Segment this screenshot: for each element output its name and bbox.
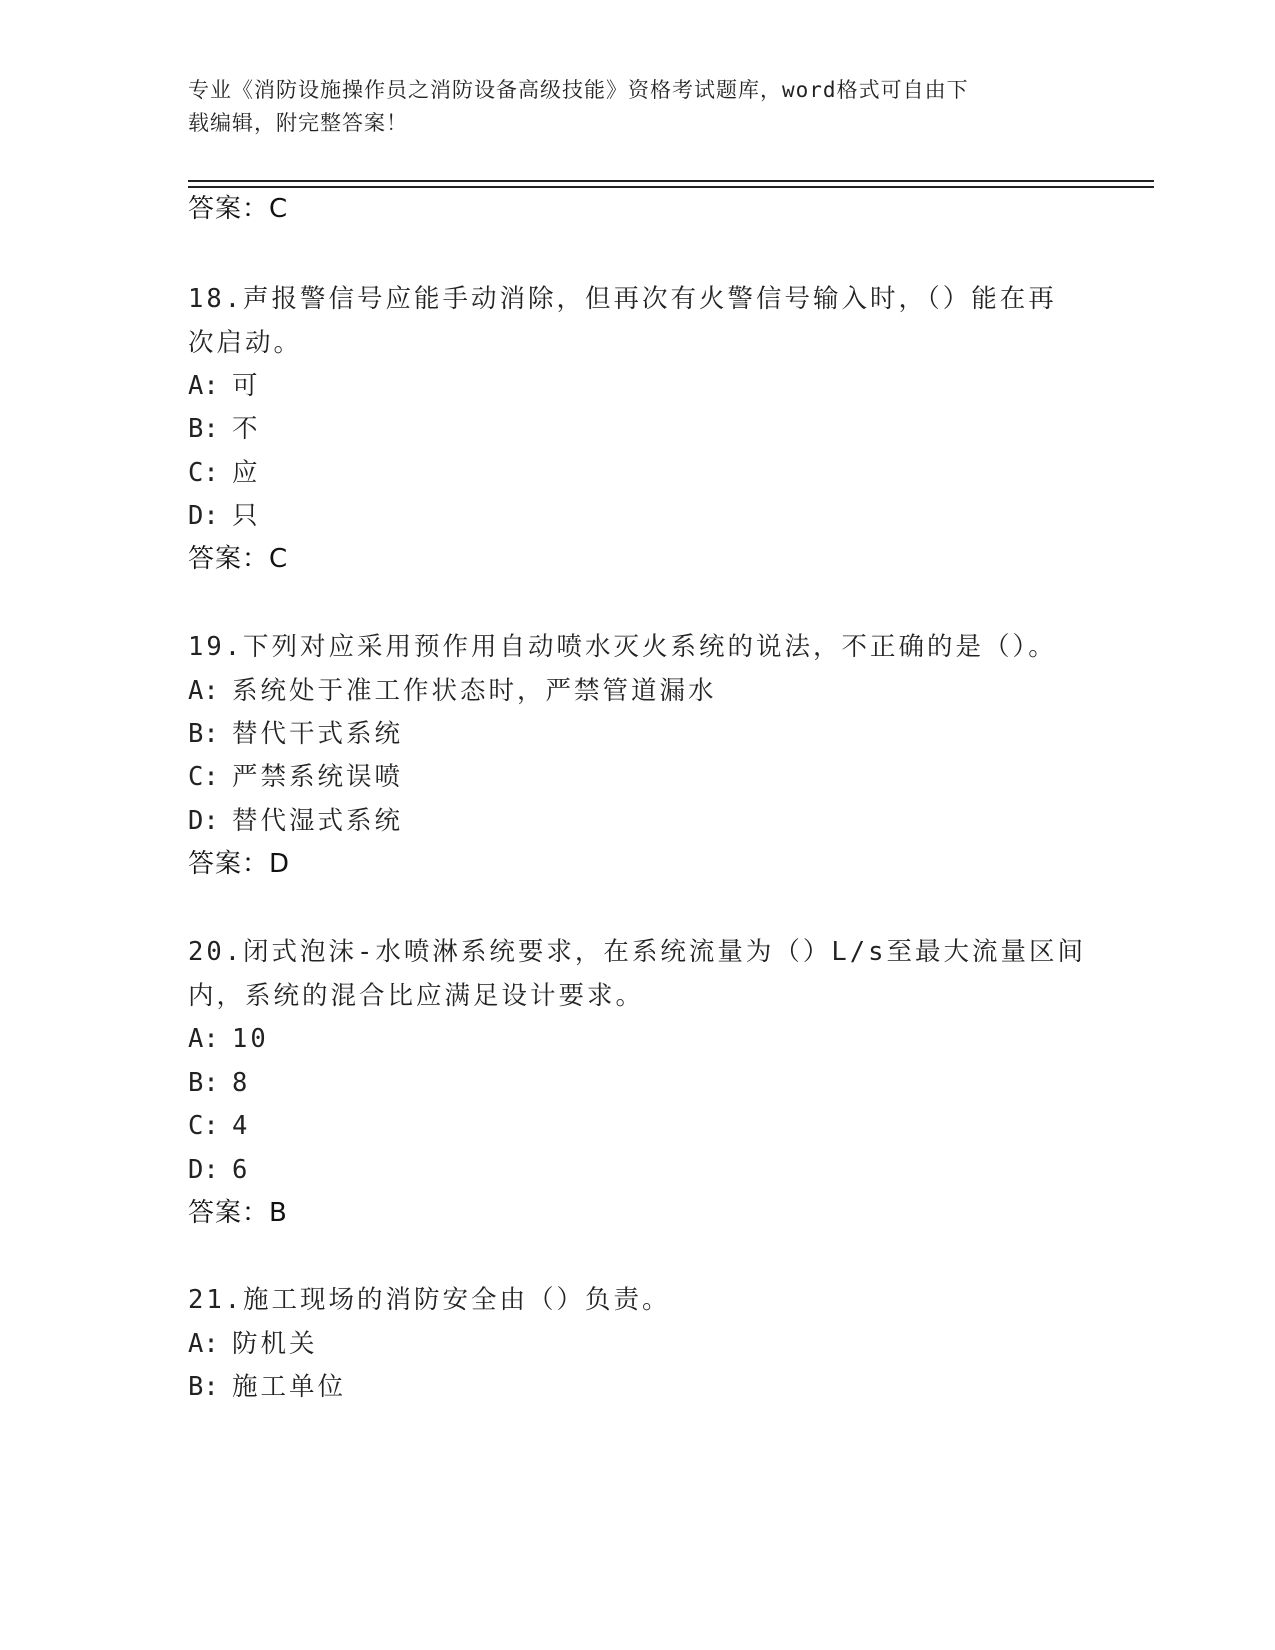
option-letter: C: — [188, 762, 219, 792]
header-divider-top — [188, 180, 1154, 182]
question-19-option-b — [188, 719, 403, 749]
option-letter: C: — [188, 1111, 219, 1141]
question-20-option-a — [188, 1024, 269, 1054]
question-20-stem-cont: 内，系统的混合比应满足设计要求。 — [188, 981, 645, 1011]
question-20-option-c — [188, 1111, 250, 1141]
question-21-stem: 21.施工现场的消防安全由（）负责。 — [188, 1285, 671, 1315]
answer-line: 答案：C — [188, 194, 289, 224]
question-18-stem-cont: 次启动。 — [188, 328, 303, 358]
option-text: 10 — [232, 1024, 269, 1054]
question-19-answer: 答案：D — [188, 849, 291, 879]
question-21-option-b — [188, 1372, 346, 1402]
question-19-option-a — [188, 676, 717, 706]
option-letter: B: — [188, 1068, 219, 1098]
option-letter: B: — [188, 719, 219, 749]
option-letter: A: — [188, 676, 219, 706]
option-text: 不 — [232, 414, 261, 444]
question-18-option-b — [188, 414, 261, 444]
option-text: 4 — [232, 1111, 251, 1141]
option-letter: B: — [188, 414, 219, 444]
question-19-option-c — [188, 762, 403, 792]
option-text: 系统处于准工作状态时，严禁管道漏水 — [232, 676, 717, 706]
question-18-option-c — [188, 458, 261, 488]
option-text: 只 — [232, 501, 261, 531]
header-line-1: 专业《消防设施操作员之消防设备高级技能》资格考试题库，word格式可自由下 — [188, 78, 969, 102]
option-text: 8 — [232, 1068, 251, 1098]
header-divider-bottom — [188, 186, 1154, 188]
question-18-option-a — [188, 371, 261, 401]
option-letter: A: — [188, 371, 219, 401]
question-18-option-d — [188, 501, 261, 531]
question-21-option-a — [188, 1329, 318, 1359]
option-letter: D: — [188, 1155, 219, 1185]
option-text: 防机关 — [232, 1329, 318, 1359]
option-letter: A: — [188, 1329, 219, 1359]
option-text: 可 — [232, 371, 261, 401]
option-letter: A: — [188, 1024, 219, 1054]
question-18-answer: 答案：C — [188, 544, 289, 574]
question-19-option-d — [188, 806, 403, 836]
question-20-option-b — [188, 1068, 250, 1098]
option-letter: D: — [188, 501, 219, 531]
option-text: 严禁系统误喷 — [232, 762, 404, 792]
option-text: 施工单位 — [232, 1372, 347, 1402]
option-text: 6 — [232, 1155, 251, 1185]
option-letter: C: — [188, 458, 219, 488]
option-text: 应 — [232, 458, 261, 488]
option-text: 替代干式系统 — [232, 719, 404, 749]
question-20-option-d — [188, 1155, 250, 1185]
header-line-2: 载编辑，附完整答案！ — [188, 111, 408, 135]
question-20-stem: 20.闭式泡沫-水喷淋系统要求，在系统流量为（）L/s至最大流量区间 — [188, 937, 1086, 967]
option-letter: B: — [188, 1372, 219, 1402]
option-text: 替代湿式系统 — [232, 806, 404, 836]
question-20-answer: 答案：B — [188, 1198, 288, 1228]
option-letter: D: — [188, 806, 219, 836]
document-header — [188, 74, 1088, 140]
question-19-stem: 19.下列对应采用预作用自动喷水灭火系统的说法，不正确的是（）。 — [188, 632, 1057, 662]
question-18-stem: 18.声报警信号应能手动消除，但再次有火警信号输入时，（）能在再 — [188, 284, 1057, 314]
